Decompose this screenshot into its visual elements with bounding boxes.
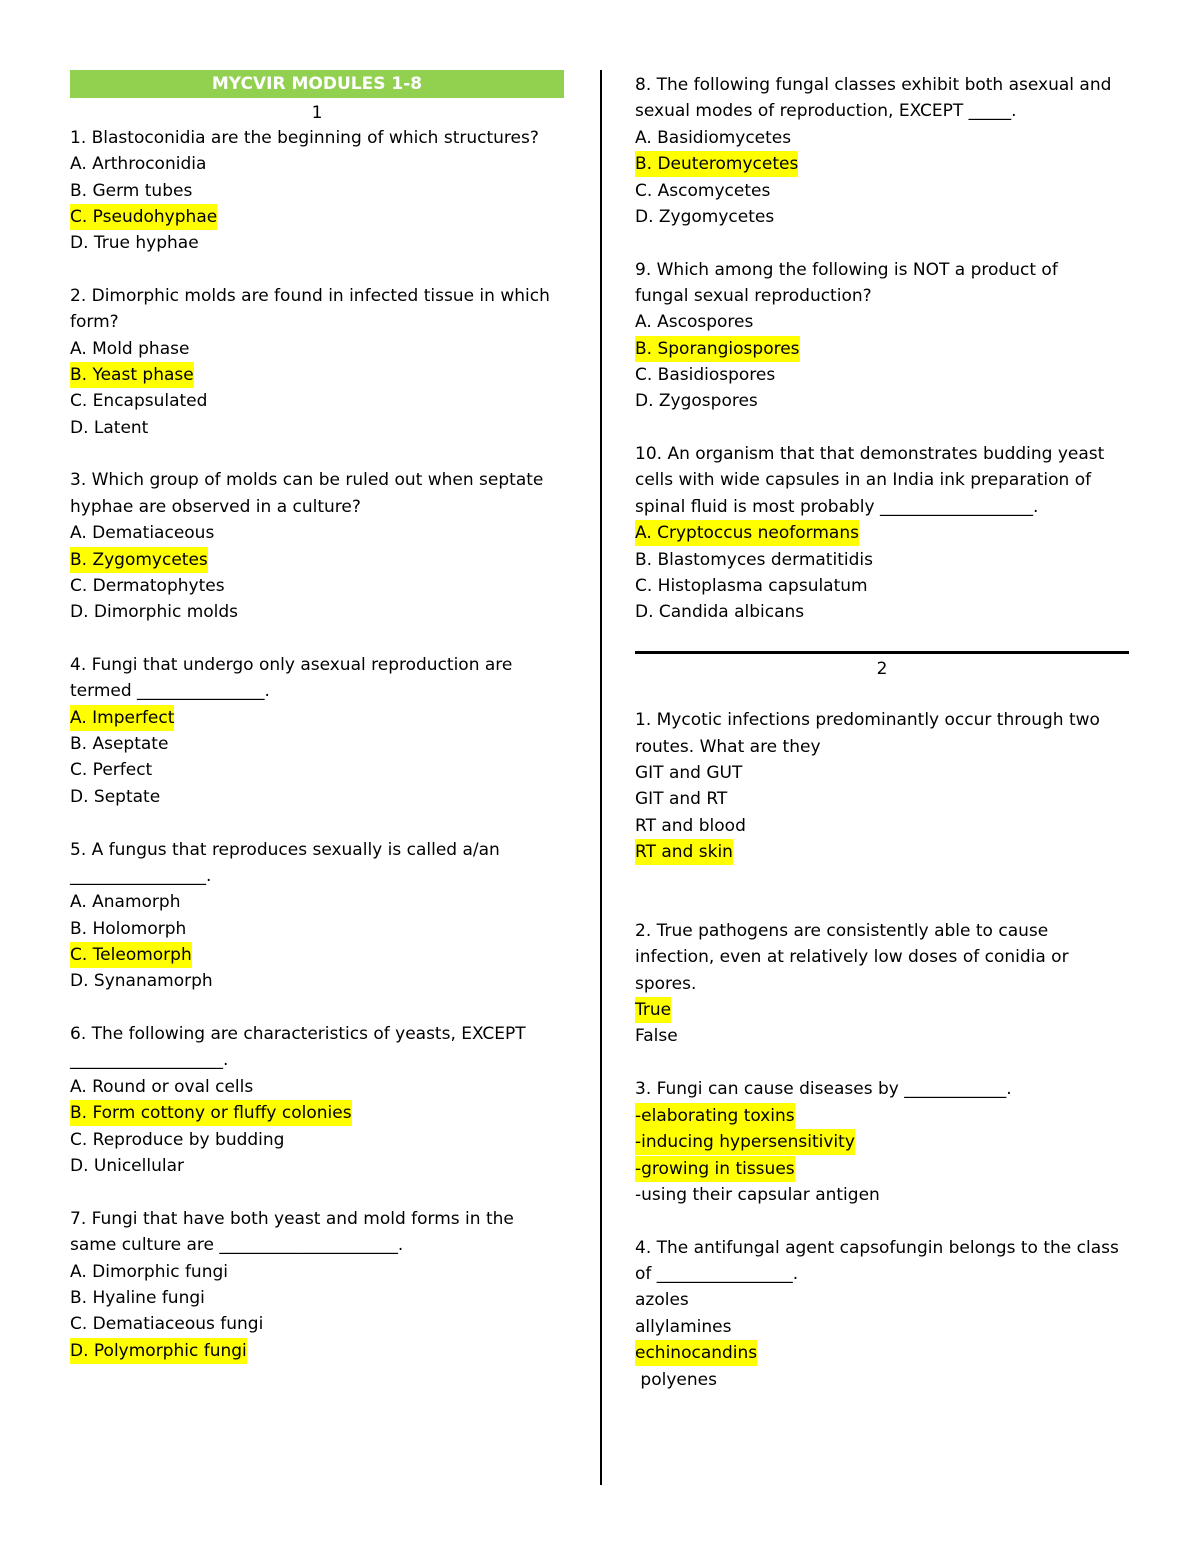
answer-option: -elaborating toxins — [635, 1103, 795, 1129]
option: B. Aseptate — [70, 734, 169, 754]
answer-option: -growing in tissues — [635, 1156, 795, 1182]
question-text: 10. An organism that that demonstrates budding yeast — [635, 444, 1105, 464]
option: allylamines — [635, 1317, 732, 1337]
answer-option: True — [635, 997, 671, 1023]
option: A. Dematiaceous — [70, 523, 215, 543]
answer-option: B. Zygomycetes — [70, 547, 208, 573]
answer-option: -inducing hypersensitivity — [635, 1129, 855, 1155]
option: D. Zygospores — [635, 391, 758, 411]
question-text: 2. Dimorphic molds are found in infected tissue in which — [70, 286, 550, 306]
answer-option: C. Teleomorph — [70, 942, 192, 968]
option: C. Dematiaceous fungi — [70, 1314, 264, 1334]
question-text: spores. — [635, 974, 697, 994]
question-text: 4. Fungi that undergo only asexual reproduction are — [70, 655, 513, 675]
option: A. Anamorph — [70, 892, 181, 912]
section-separator — [635, 651, 1129, 654]
option: D. True hyphae — [70, 233, 199, 253]
option: D. Zygomycetes — [635, 207, 775, 227]
question-text: spinal fluid is most probably __________________. — [635, 497, 1039, 517]
question-text: 6. The following are characteristics of yeasts, EXCEPT — [70, 1024, 526, 1044]
answer-option: B. Sporangiospores — [635, 336, 800, 362]
option: C. Histoplasma capsulatum — [635, 576, 868, 596]
option: B. Germ tubes — [70, 181, 193, 201]
question-text: of ________________. — [635, 1264, 799, 1284]
question-text: ________________. — [70, 866, 212, 886]
option: A. Basidiomycetes — [635, 128, 792, 148]
option: A. Mold phase — [70, 339, 190, 359]
option: D. Latent — [70, 418, 149, 438]
answer-option: A. Imperfect — [70, 705, 174, 731]
answer-option: B. Form cottony or fluffy colonies — [70, 1100, 352, 1126]
option: D. Dimorphic molds — [70, 602, 239, 622]
question-text: 3. Fungi can cause diseases by ____________. — [635, 1079, 1012, 1099]
document-title: MYCVIR MODULES 1-8 — [70, 70, 564, 98]
option: C. Encapsulated — [70, 391, 208, 411]
question-text: fungal sexual reproduction? — [635, 286, 872, 306]
question-text: 1. Blastoconidia are the beginning of which structures? — [70, 128, 539, 148]
option: B. Blastomyces dermatitidis — [635, 550, 873, 570]
question-text: termed _______________. — [70, 681, 270, 701]
question-text: 3. Which group of molds can be ruled out when septate — [70, 470, 544, 490]
question-text: 2. True pathogens are consistently able to cause — [635, 921, 1049, 941]
question-text: 8. The following fungal classes exhibit both asexual and — [635, 75, 1112, 95]
question-text: form? — [70, 312, 119, 332]
option: polyenes — [635, 1370, 717, 1390]
answer-option: A. Cryptoccus neoformans — [635, 520, 859, 546]
question-text: 5. A fungus that reproduces sexually is called a/an — [70, 840, 500, 860]
question-text: sexual modes of reproduction, EXCEPT _____. — [635, 101, 1017, 121]
answer-option: B. Yeast phase — [70, 362, 194, 388]
option: azoles — [635, 1290, 689, 1310]
option: False — [635, 1026, 678, 1046]
option: B. Hyaline fungi — [70, 1288, 205, 1308]
answer-option: RT and skin — [635, 839, 733, 865]
option: C. Ascomycetes — [635, 181, 771, 201]
option: A. Dimorphic fungi — [70, 1262, 228, 1282]
question-text: 7. Fungi that have both yeast and mold forms in the — [70, 1209, 514, 1229]
option: D. Candida albicans — [635, 602, 805, 622]
question-text: infection, even at relatively low doses of conidia or — [635, 947, 1069, 967]
answer-option: B. Deuteromycetes — [635, 151, 798, 177]
option: D. Septate — [70, 787, 161, 807]
question-text: cells with wide capsules in an India ink preparation of — [635, 470, 1092, 490]
section-number-2: 2 — [876, 659, 888, 679]
column-divider — [600, 70, 602, 1485]
question-text: 4. The antifungal agent capsofungin belongs to the class — [635, 1238, 1119, 1258]
section-number-1: 1 — [311, 103, 323, 123]
answer-option: D. Polymorphic fungi — [70, 1338, 247, 1364]
option: A. Arthroconidia — [70, 154, 207, 174]
answer-option: echinocandins — [635, 1340, 757, 1366]
question-text: hyphae are observed in a culture? — [70, 497, 361, 517]
option: C. Reproduce by budding — [70, 1130, 285, 1150]
option: -using their capsular antigen — [635, 1185, 880, 1205]
option: A. Ascospores — [635, 312, 754, 332]
option: C. Dermatophytes — [70, 576, 225, 596]
option: GIT and RT — [635, 789, 728, 809]
question-text: 1. Mycotic infections predominantly occur through two — [635, 710, 1100, 730]
question-text: __________________. — [70, 1050, 229, 1070]
option: D. Synanamorph — [70, 971, 213, 991]
question-text: same culture are _____________________. — [70, 1235, 404, 1255]
option: C. Basidiospores — [635, 365, 776, 385]
answer-option: C. Pseudohyphae — [70, 204, 217, 230]
option: GIT and GUT — [635, 763, 743, 783]
option: C. Perfect — [70, 760, 153, 780]
question-text: 9. Which among the following is NOT a product of — [635, 260, 1058, 280]
option: A. Round or oval cells — [70, 1077, 254, 1097]
option: D. Unicellular — [70, 1156, 184, 1176]
option: RT and blood — [635, 816, 746, 836]
question-text: routes. What are they — [635, 737, 821, 757]
option: B. Holomorph — [70, 919, 187, 939]
